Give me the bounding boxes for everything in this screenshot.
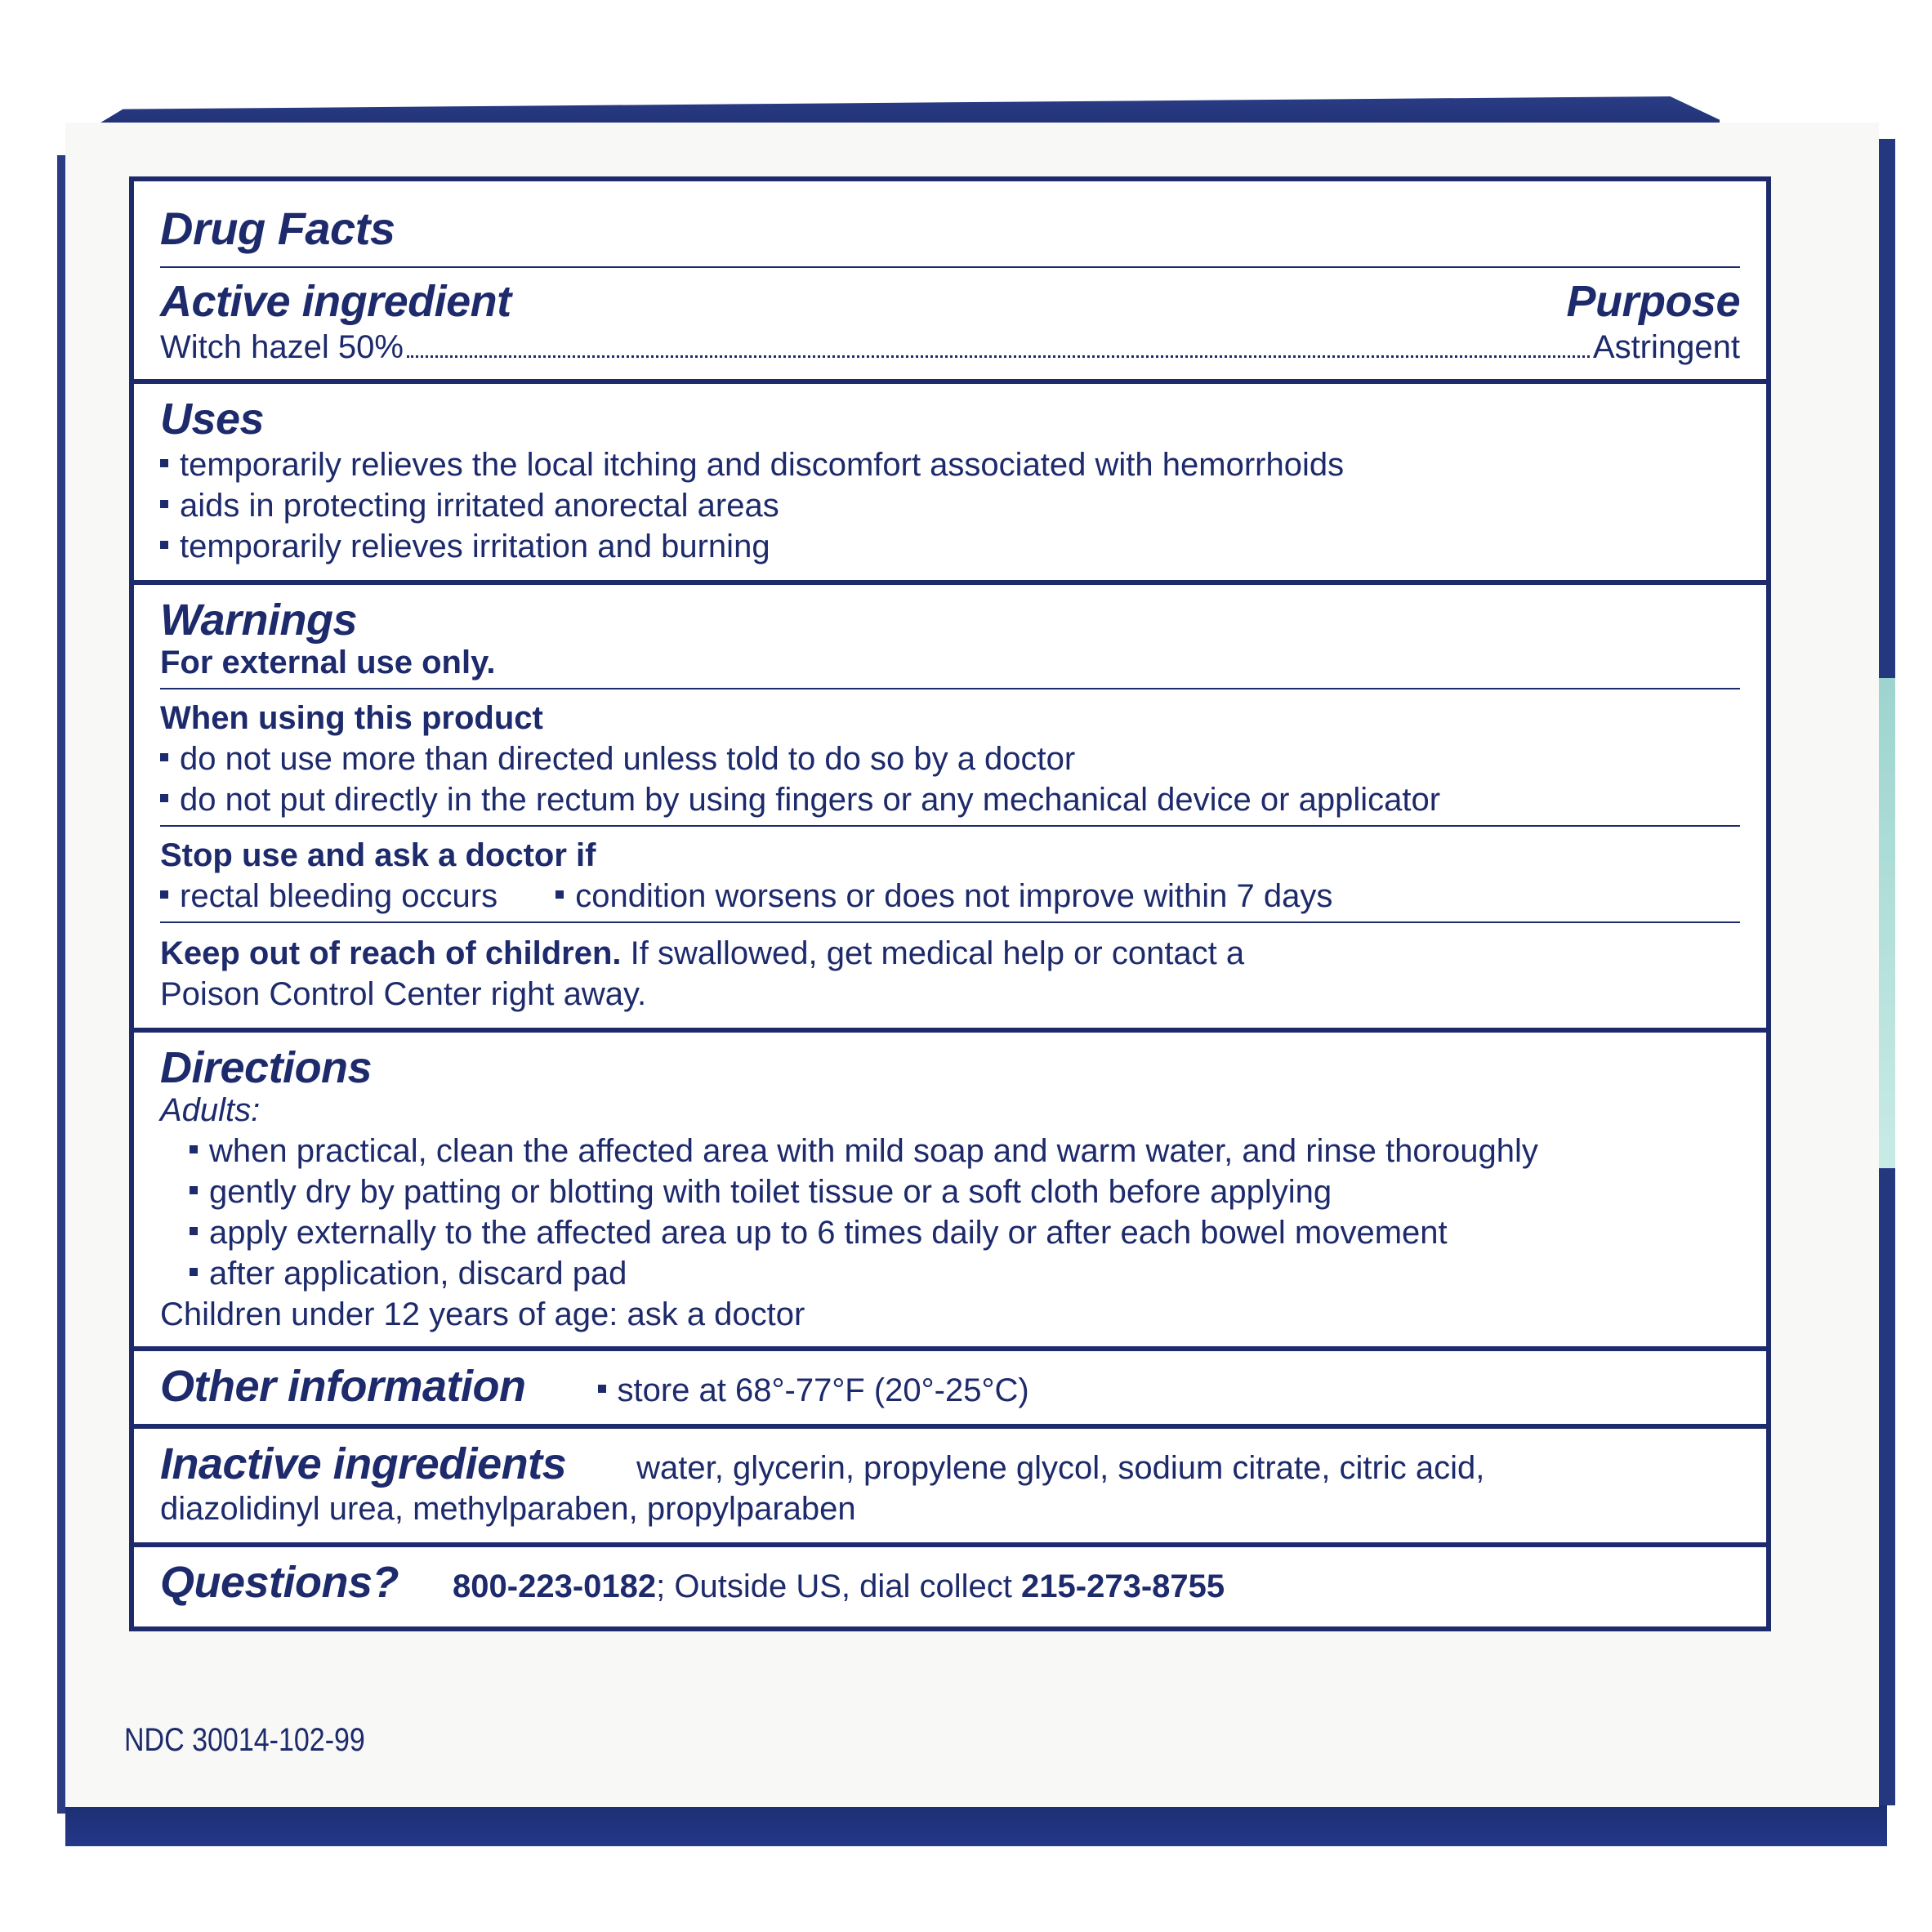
drug-facts-panel [129, 176, 1771, 1631]
box-right-teal-strip [1879, 678, 1895, 1168]
when-using-item: do not use more than directed unless told to do so by a doctor [160, 738, 1740, 779]
active-ingredient-section [134, 181, 1766, 379]
children-note: Children under 12 years of age: ask a doctor [160, 1296, 805, 1332]
drug-facts-title: Drug Facts [160, 203, 395, 254]
stop-use-item: rectal bleeding occurs [160, 878, 498, 914]
stop-use-heading: Stop use and ask a doctor if [160, 837, 596, 873]
uses-section [134, 379, 1766, 580]
warnings-rule [160, 921, 1740, 923]
other-information-heading: Other information [160, 1362, 526, 1411]
uses-item: temporarily relieves the local itching and discomfort associated with hemorrhoids [160, 444, 1740, 485]
warnings-heading: Warnings [160, 596, 358, 645]
directions-item: gently dry by patting or blotting with toilet tissue or a soft cloth before applying [160, 1171, 1740, 1212]
warnings-rule [160, 688, 1740, 689]
box-left-edge [57, 155, 65, 1814]
directions-heading: Directions [160, 1043, 373, 1092]
title-rule [160, 266, 1740, 268]
phone-number: 800-223-0182 [453, 1568, 657, 1604]
questions-section [134, 1542, 1766, 1626]
when-using-item: do not put directly in the rectum by using fingers or any mechanical device or applicator [160, 779, 1740, 820]
purpose-value: Astringent [1592, 329, 1740, 365]
when-using-heading: When using this product [160, 700, 543, 736]
purpose-heading: Purpose [1566, 277, 1740, 326]
external-use-note: For external use only. [160, 645, 496, 680]
outside-us-text: ; Outside US, dial collect [656, 1568, 1012, 1604]
questions-heading: Questions? [160, 1558, 399, 1607]
box-bottom-edge [65, 1805, 1887, 1846]
directions-item: apply externally to the affected area up to 6 times daily or after each bowel movement [160, 1212, 1740, 1253]
keep-out-text-line2: Poison Control Center right away. [160, 976, 647, 1012]
active-ingredient-value: Witch hazel 50% [160, 329, 404, 365]
other-information-item: store at 68°-77°F (20°-25°C) [598, 1370, 1029, 1411]
inactive-ingredients-heading: Inactive ingredients [160, 1439, 567, 1488]
keep-out-text: If swallowed, get medical help or contact a [630, 935, 1245, 971]
ndc-code: NDC 30014-102-99 [124, 1722, 365, 1758]
keep-out-heading: Keep out of reach of children. [160, 935, 622, 971]
directions-section [134, 1028, 1766, 1346]
stop-use-item: condition worsens or does not improve within 7 days [556, 878, 1332, 914]
inactive-ingredients-section [134, 1424, 1766, 1542]
other-information-section [134, 1346, 1766, 1424]
uses-item: aids in protecting irritated anorectal areas [160, 485, 1740, 526]
collect-phone-number: 215-273-8755 [1021, 1568, 1225, 1604]
inactive-ingredients-line1: water, glycerin, propylene glycol, sodium citrate, citric acid, [636, 1450, 1485, 1486]
inactive-ingredients-line2: diazolidinyl urea, methylparaben, propylparaben [160, 1491, 856, 1527]
directions-item: when practical, clean the affected area with mild soap and warm water, and rinse thoroughly [160, 1131, 1740, 1171]
leader-dots [407, 355, 1590, 358]
adults-label: Adults: [160, 1092, 261, 1128]
directions-item: after application, discard pad [160, 1253, 1740, 1294]
uses-item: temporarily relieves irritation and burning [160, 526, 1740, 567]
warnings-section [134, 580, 1766, 1028]
uses-heading: Uses [160, 395, 265, 444]
active-ingredient-heading: Active ingredient [160, 277, 511, 326]
warnings-rule [160, 825, 1740, 827]
